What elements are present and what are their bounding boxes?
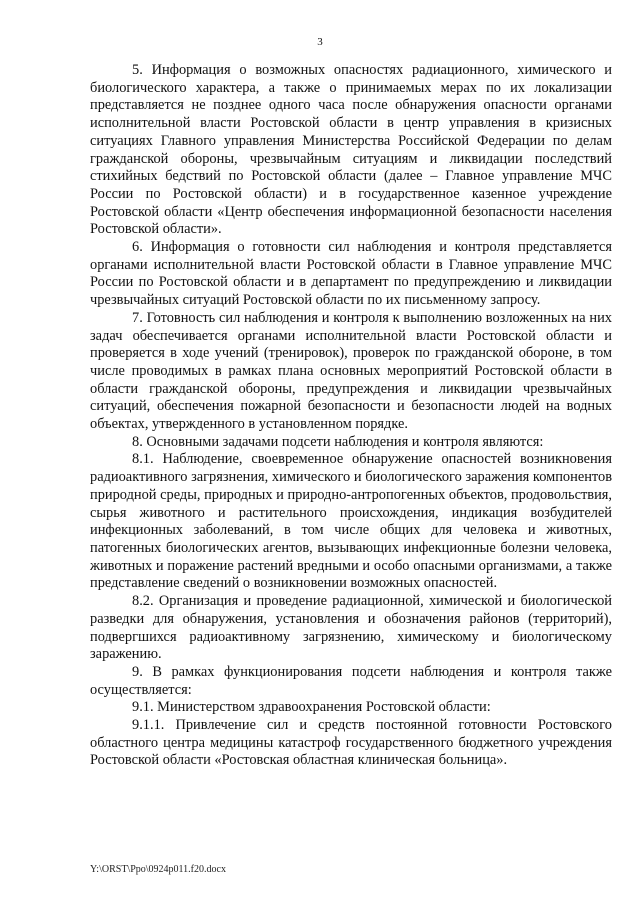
paragraph-9-1-1: 9.1.1. Привлечение сил и средств постоянной готовности Ростовского областного центра медицины катастроф государственного бюджетного учреждения Ростовской области «Ростовская областная клиническая больница». bbox=[90, 717, 612, 769]
paragraph-6: 6. Информация о готовности сил наблюдения и контроля представляется органами исполнительной власти Ростовской области в Главное управление МЧС России по Ростовской области и в департамент по предупреждению и ликвидации чрезвычайных ситуаций Ростовской области по их письменному запросу. bbox=[90, 239, 612, 309]
footer-file-path: Y:\ORST\Ppo\0924p011.f20.docx bbox=[90, 864, 226, 875]
paragraph-9: 9. В рамках функционирования подсети наблюдения и контроля также осуществляется: bbox=[90, 663, 612, 698]
paragraph-8-2: 8.2. Организация и проведение радиационной, химической и биологической разведки для обнаружения, установления и обозначения районов (территорий), подвергшихся радиоактивному загрязнению, химическому и биологическому заражению. bbox=[90, 593, 612, 663]
page-number: 3 bbox=[317, 36, 323, 48]
paragraph-7: 7. Готовность сил наблюдения и контроля к выполнению возложенных на них задач обеспечивается органами исполнительной власти Ростовской области и проверяется в ходе учений (тренировок), проверок по гражданской обороне, в том числе проводимых в рамках плана основных мероприятий Ростовской области в области гражданской обороны, предупреждения и ликвидации чрезвычайных ситуаций, обеспечения пожарной безопасности и безопасности людей на водных объектах, утвержденного в установленном порядке. bbox=[90, 309, 612, 433]
document-body bbox=[90, 62, 612, 770]
paragraph-5: 5. Информация о возможных опасностях радиационного, химического и биологического характера, а также о принимаемых мерах по их локализации представляется не позднее одного часа после обнаружения опасности органами исполнительной власти Ростовской области в центр управления в кризисных ситуациях Главного управления Министерства Российской Федерации по делам гражданской обороны, чрезвычайным ситуациям и ликвидации последствий стихийных бедствий по Ростовской области (далее – Главное управление МЧС России по Ростовской области) и в государственное казенное учреждение Ростовской области «Центр обеспечения информационной безопасности населения Ростовской области». bbox=[90, 62, 612, 238]
paragraph-8-1: 8.1. Наблюдение, своевременное обнаружение опасностей возникновения радиоактивного загрязнения, химического и биологического заражения компонентов природной среды, природных и природно-антропогенных объектов, продовольствия, сырья животного и растительного происхождения, индикация возбудителей инфекционных заболеваний, в том числе общих для человека и животных, патогенных биологических агентов, вызывающих инфекционные болезни человека, животных и поражение растений вредными и особо опасными организмами, а также представление сведений о возникновении возможных опасностей. bbox=[90, 451, 612, 592]
paragraph-8: 8. Основными задачами подсети наблюдения и контроля являются: bbox=[132, 433, 544, 450]
paragraph-9-1: 9.1. Министерством здравоохранения Ростовской области: bbox=[132, 699, 491, 716]
